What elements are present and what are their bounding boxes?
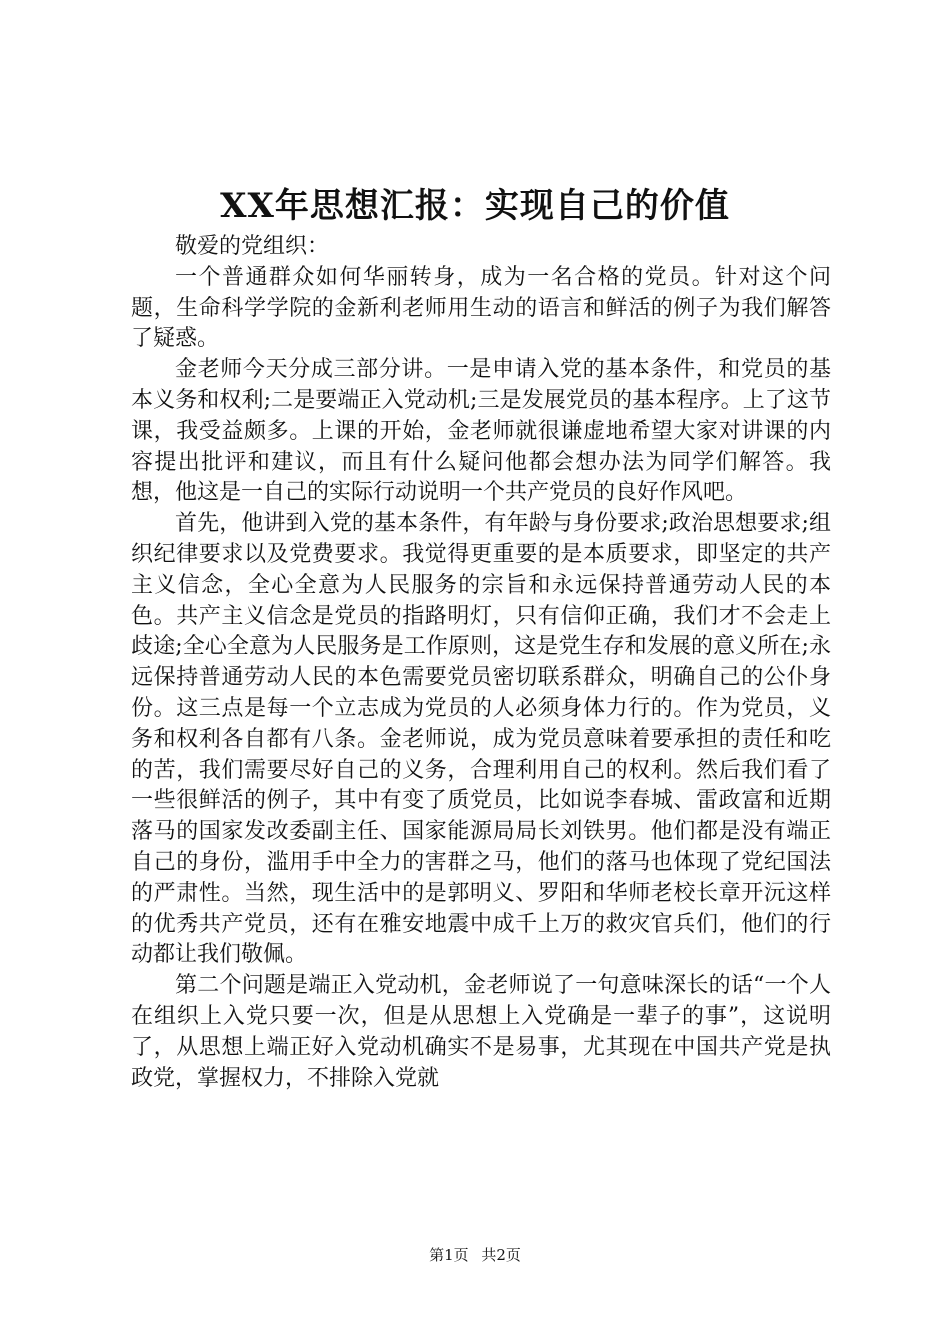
page-total: 共2页	[481, 1246, 521, 1264]
paragraph-1: 一个普通群众如何华丽转身，成为一名合格的党员。针对这个问题，生命科学学院的金新利老师用生动的语言和鲜活的例子为我们解答了疑惑。	[131, 264, 831, 352]
paragraph-4: 第二个问题是端正入党动机，金老师说了一句意味深长的话“一个人在组织上入党只要一次，但是从思想上入党确是一辈子的事”，这说明了，从思想上端正好入党动机确实不是易事，尤其现在中国共产党是执政党，掌握权力，不排除入党就	[131, 973, 831, 1091]
document-title: XX年思想汇报：实现自己的价值	[220, 186, 730, 226]
paragraph-2: 金老师今天分成三部分讲。一是申请入党的基本条件，和党员的基本义务和权利;二是要端正入党动机;三是发展党员的基本程序。上了这节课，我受益颇多。上课的开始，金老师就很谦虚地希望大家对讲课的内容提出批评和建议，而且有什么疑问他都会想办法为同学们解答。我想，他这是一自己的实际行动说明一个共产党员的良好作风吧。	[131, 357, 831, 506]
salutation: 敬爱的党组织：	[175, 234, 330, 259]
page-number: 第1页	[429, 1246, 469, 1264]
page-footer	[0, 1245, 950, 1265]
paragraph-3: 首先，他讲到入党的基本条件，有年龄与身份要求;政治思想要求;组织纪律要求以及党费要求。我觉得更重要的是本质要求，即坚定的共产主义信念，全心全意为人民服务的宗旨和永远保持普通劳动人民的本色。共产主义信念是党员的指路明灯，只有信仰正确，我们才不会走上歧途;全心全意为人民服务是工作原则，这是党生存和发展的意义所在;永远保持普通劳动人民的本色需要党员密切联系群众，明确自己的公仆身份。这三点是每一个立志成为党员的人必须身体力行的。作为党员，义务和权利各自都有八条。金老师说，成为党员意味着要承担的责任和吃的苦，我们需要尽好自己的义务，合理利用自己的权利。然后我们看了一些很鲜活的例子，其中有变了质党员，比如说李春城、雷政富和近期落马的国家发改委副主任、国家能源局局长刘铁男。他们都是没有端正自己的身份，滥用手中全力的害群之马，他们的落马也体现了党纪国法的严肃性。当然，现生活中的是郭明义、罗阳和华师老校长章开沅这样的优秀共产党员，还有在雅安地震中成千上万的救灾官兵们，他们的行动都让我们敬佩。	[131, 511, 831, 968]
document-body	[131, 232, 831, 1094]
